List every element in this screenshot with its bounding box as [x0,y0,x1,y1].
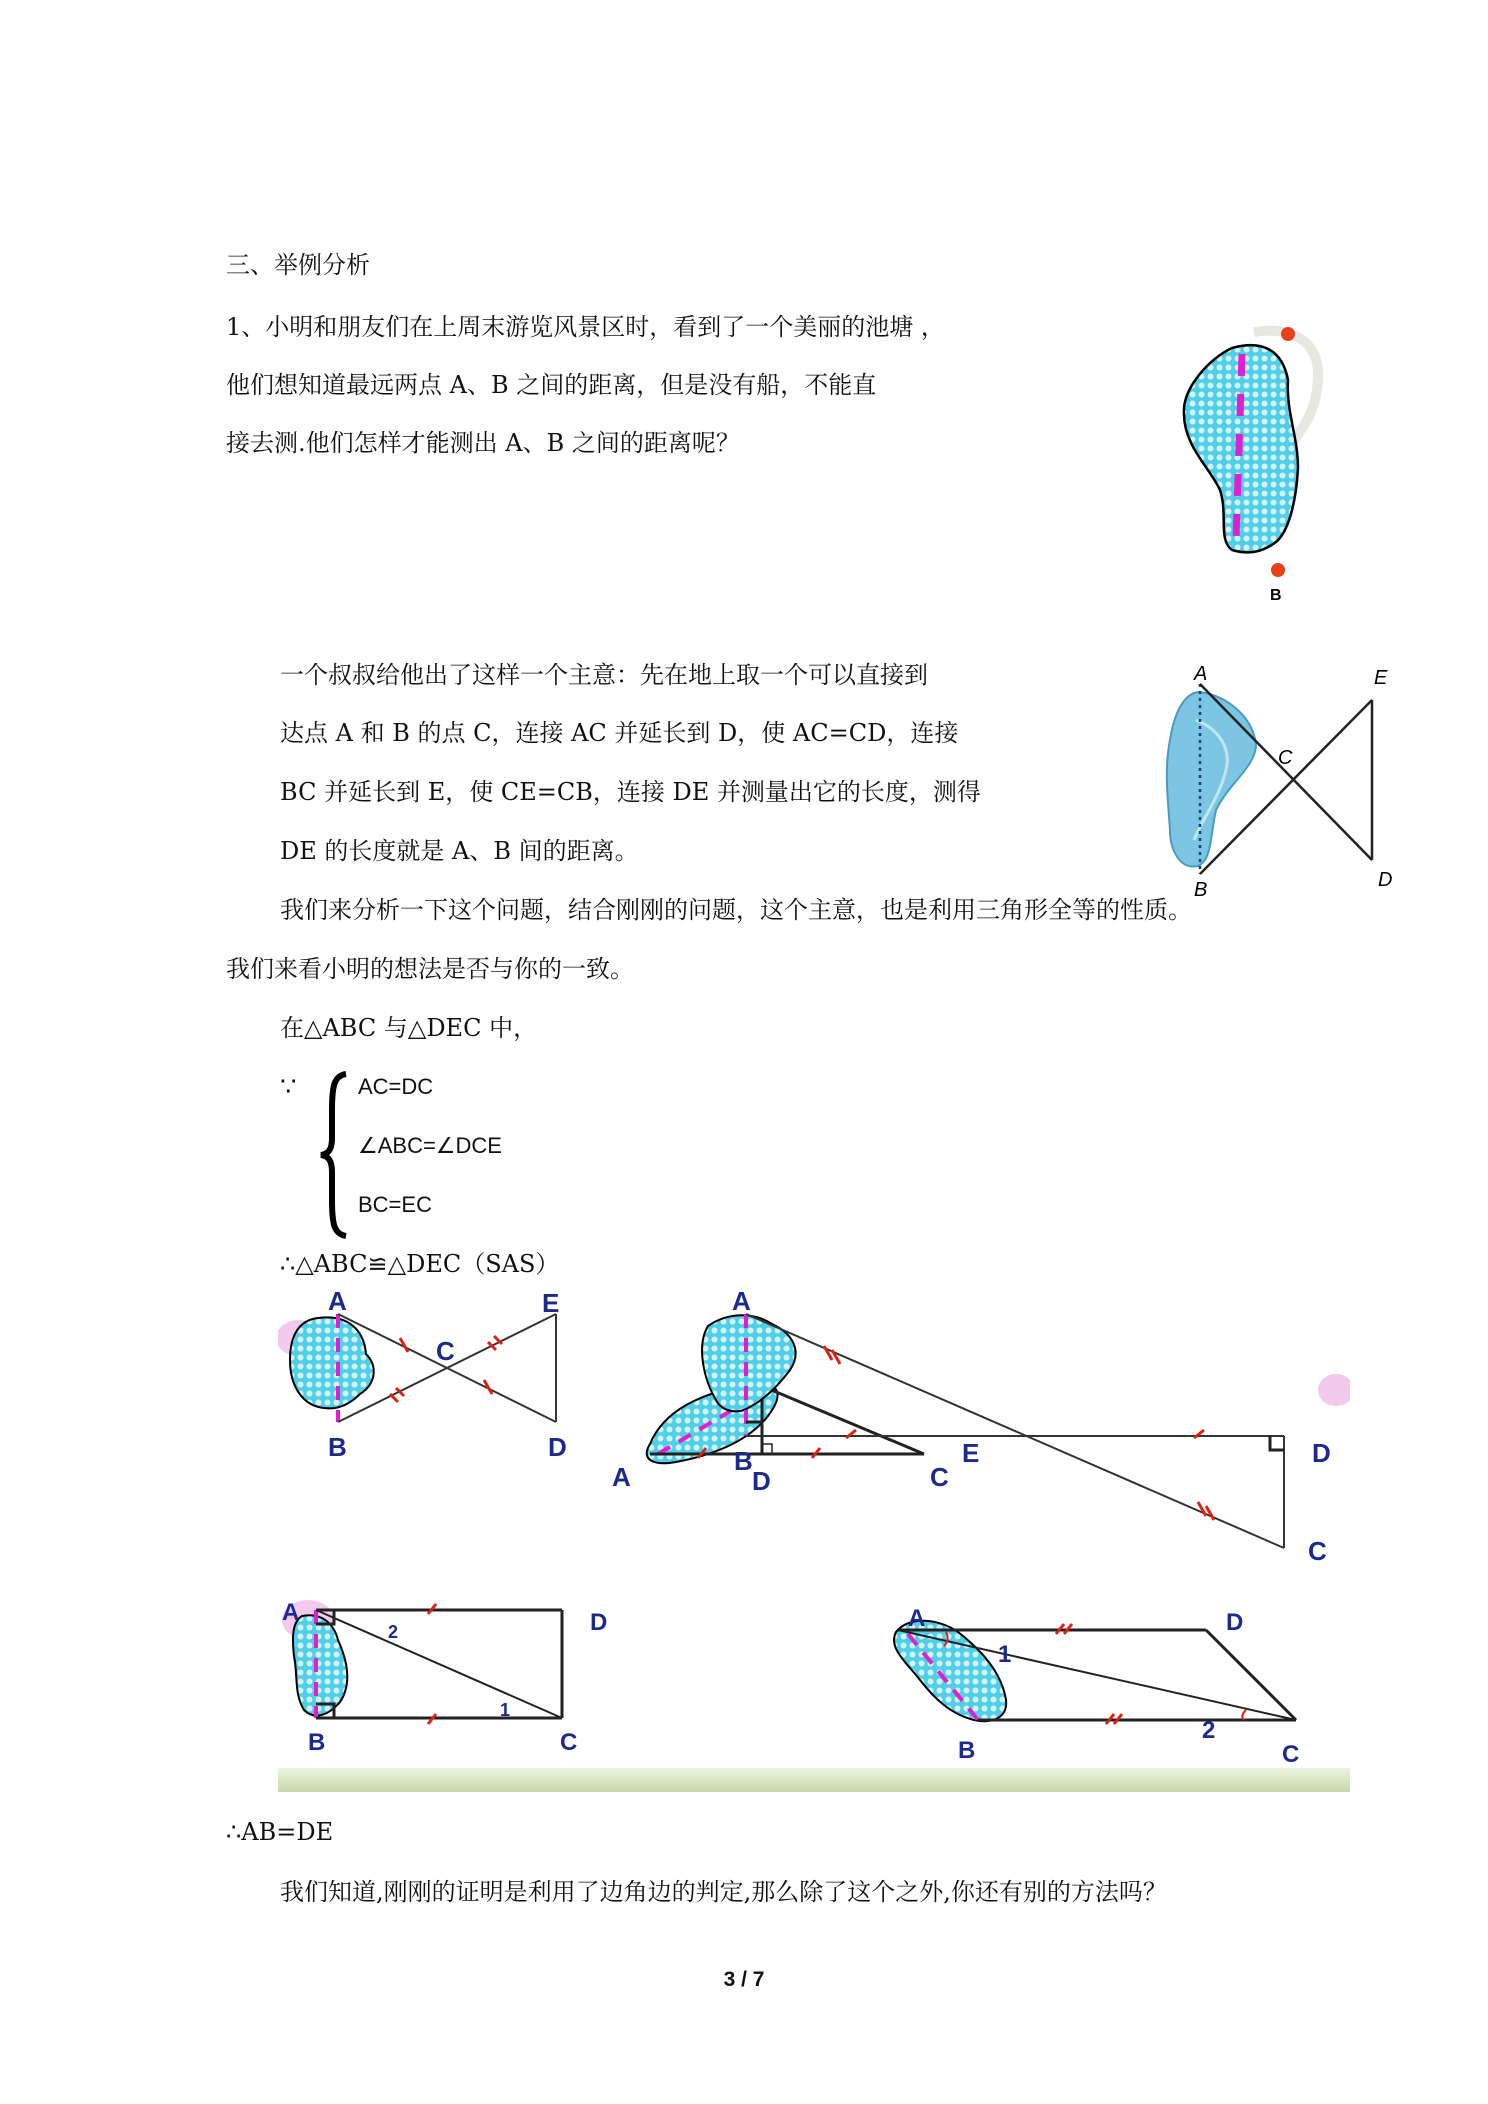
pond-figure [1170,318,1350,618]
problem-line-3: 接去测.他们怎样才能测出 A、B 之间的距离呢？ [226,429,740,457]
fig1-label-d: D [548,1432,567,1462]
fig5-label-b: B [958,1737,976,1764]
because-symbol: ∵ [280,1072,297,1102]
idea-line-4: DE 的长度就是 A、B 间的距离。 [280,837,639,865]
figure-2-perpendicular [612,1364,949,1496]
result-ab-de: ∴AB=DE [226,1818,334,1846]
idea-pond [1167,692,1256,867]
fig5-label-c: C [1282,1741,1300,1768]
ground-strip [278,1768,1350,1792]
point-b-marker [1271,563,1285,577]
idea-line-3: BC 并延长到 E，使 CE=CB，连接 DE 并测量出它的长度，测得 [280,778,981,806]
condition-ac-dc: AC=DC [358,1074,434,1099]
condition-bc-ec: BC=EC [358,1192,432,1217]
figure-4-rectangle [282,1599,607,1756]
methods-illustration [278,1290,1350,1792]
problem-line-2: 他们想知道最远两点 A、B 之间的距离，但是没有船，不能直 [226,371,877,399]
fig1-label-e: E [542,1290,560,1318]
fig5-label-d: D [1226,1609,1244,1636]
pond-4 [293,1615,347,1715]
fig1-label-c: C [436,1336,455,1366]
figure-5-parallelogram [894,1605,1299,1768]
fig5-label-a: A [908,1605,926,1632]
condition-angle: ∠ABC=∠DCE [358,1133,502,1158]
fig3-label-b: B [734,1446,753,1476]
fig1-label-a: A [328,1290,347,1316]
fig2-label-a: A [612,1462,631,1492]
fig5-angle-1: 1 [998,1641,1012,1668]
idea-figure [1150,660,1420,900]
problem-line-1: 1、小明和朋友们在上周末游览风景区时，看到了一个美丽的池塘 ， [226,313,945,341]
fig4-label-a: A [282,1599,300,1626]
fig3-label-d: D [1312,1438,1331,1468]
idea-line-2: 达点 A 和 B 的点 C，连接 AC 并延长到 D，使 AC=CD，连接 [280,719,959,747]
point-a-marker [1281,327,1295,341]
proof-intro: 在△ABC 与△DEC 中， [280,1014,538,1042]
fig4-label-b: B [308,1729,326,1756]
followup-question: 我们知道,刚刚的证明是利用了边角边的判定,那么除了这个之外,你还有别的方法吗？ [280,1878,1167,1906]
fig4-angle-1: 1 [500,1700,511,1720]
idea-label-e: E [1374,667,1388,689]
fig3-label-c: C [1308,1536,1327,1566]
idea-label-c: C [1278,747,1293,769]
page-number: 3 / 7 [723,1968,765,1991]
pond-1 [290,1317,374,1408]
idea-line-1: 一个叔叔给他出了这样一个主意：先在地上取一个可以直接到 [280,661,928,689]
fig4-label-d: D [590,1609,608,1636]
curly-brace-icon [318,1070,350,1240]
idea-label-d: D [1378,869,1393,891]
fig3-label-a: A [732,1290,751,1316]
pond-label-b: B [1270,587,1282,604]
fig1-label-b: B [328,1432,347,1462]
flower-decoration-3 [1318,1374,1350,1406]
proof-conclusion: ∴△ABC≌△DEC（SAS） [280,1250,560,1278]
analysis-line-1: 我们来分析一下这个问题，结合刚刚的问题，这个主意，也是利用三角形全等的性质。 [280,896,1192,924]
idea-label-a: A [1194,663,1208,685]
fig2-label-d: D [752,1466,771,1496]
fig2-label-c: C [930,1462,949,1492]
fig4-label-c: C [560,1729,578,1756]
figure-3-asa [702,1290,1331,1566]
section-heading: 三、举例分析 [226,251,370,279]
fig5-angle-2: 2 [1202,1717,1216,1744]
figure-1-sas [290,1290,567,1462]
fig3-label-e: E [962,1438,980,1468]
idea-label-b: B [1194,879,1208,900]
fig4-angle-2: 2 [388,1622,399,1642]
analysis-line-2: 我们来看小明的想法是否与你的一致。 [226,955,634,983]
